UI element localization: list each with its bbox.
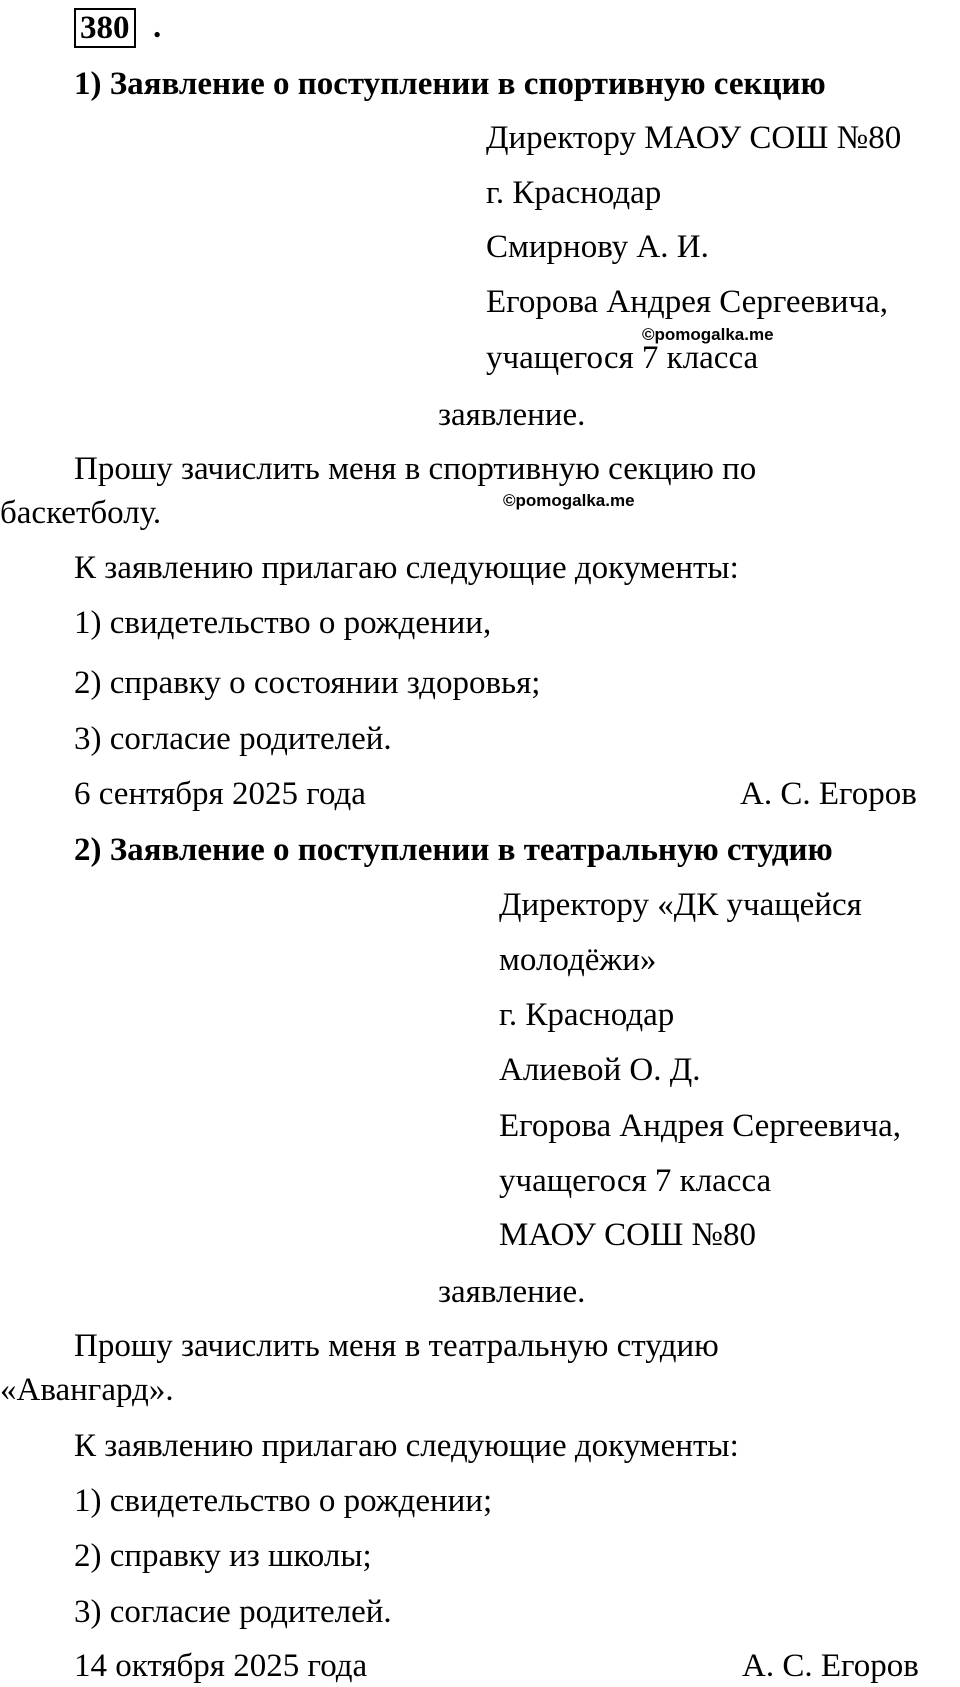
application-2-heading: 2) Заявление о поступлении в театральную студию: [74, 832, 833, 868]
app2-date: 14 октября 2025 года: [74, 1648, 368, 1684]
app1-signature: А. С. Егоров: [740, 776, 917, 812]
app2-doc-item-3: 3) согласие родителей.: [74, 1594, 392, 1630]
app2-addressee-line-3: г. Краснодар: [499, 997, 675, 1033]
exercise-number: 380: [74, 8, 136, 48]
app1-body-line-1: Прошу зачислить меня в спортивную секцию по: [74, 451, 757, 487]
app1-doc-item-1: 1) свидетельство о рождении,: [74, 605, 492, 641]
app2-doc-item-2: 2) справку из школы;: [74, 1538, 372, 1574]
app1-doc-item-2: 2) справку о состоянии здоровья;: [74, 665, 541, 701]
app1-addressee-line-2: г. Краснодар: [486, 175, 662, 211]
app1-body-line-2: баскетболу.: [0, 495, 162, 531]
app1-addressee-line-5: учащегося 7 класса: [486, 340, 759, 376]
app2-doc-item-1: 1) свидетельство о рождении;: [74, 1483, 493, 1519]
app1-title: заявление.: [438, 397, 586, 433]
app1-docs-intro: К заявлению прилагаю следующие документы:: [74, 550, 739, 586]
app2-title: заявление.: [438, 1274, 586, 1310]
app1-date: 6 сентября 2025 года: [74, 776, 366, 812]
exercise-number-dot: .: [153, 9, 162, 45]
app2-body-line-1: Прошу зачислить меня в театральную студию: [74, 1328, 719, 1364]
watermark: ©pomogalka.me: [642, 325, 774, 344]
app2-addressee-line-2: молодёжи»: [499, 942, 657, 978]
application-1-heading: 1) Заявление о поступлении в спортивную секцию: [74, 66, 826, 102]
app1-addressee-line-3: Смирнову А. И.: [486, 229, 709, 265]
app1-addressee-line-4: Егорова Андрея Сергеевича,: [486, 284, 888, 320]
app2-addressee-line-6: учащегося 7 класса: [499, 1163, 772, 1199]
app2-addressee-line-4: Алиевой О. Д.: [499, 1052, 701, 1088]
app2-docs-intro: К заявлению прилагаю следующие документы:: [74, 1428, 739, 1464]
app2-signature: А. С. Егоров: [742, 1648, 919, 1684]
watermark: ©pomogalka.me: [503, 491, 635, 510]
app2-body-line-2: «Авангард».: [0, 1372, 174, 1408]
app2-addressee-line-5: Егорова Андрея Сергеевича,: [499, 1108, 901, 1144]
app1-addressee-line-1: Директору МАОУ СОШ №80: [486, 120, 902, 156]
app1-doc-item-3: 3) согласие родителей.: [74, 721, 392, 757]
app2-addressee-line-7: МАОУ СОШ №80: [499, 1217, 756, 1253]
app2-addressee-line-1: Директору «ДК учащейся: [499, 887, 862, 923]
